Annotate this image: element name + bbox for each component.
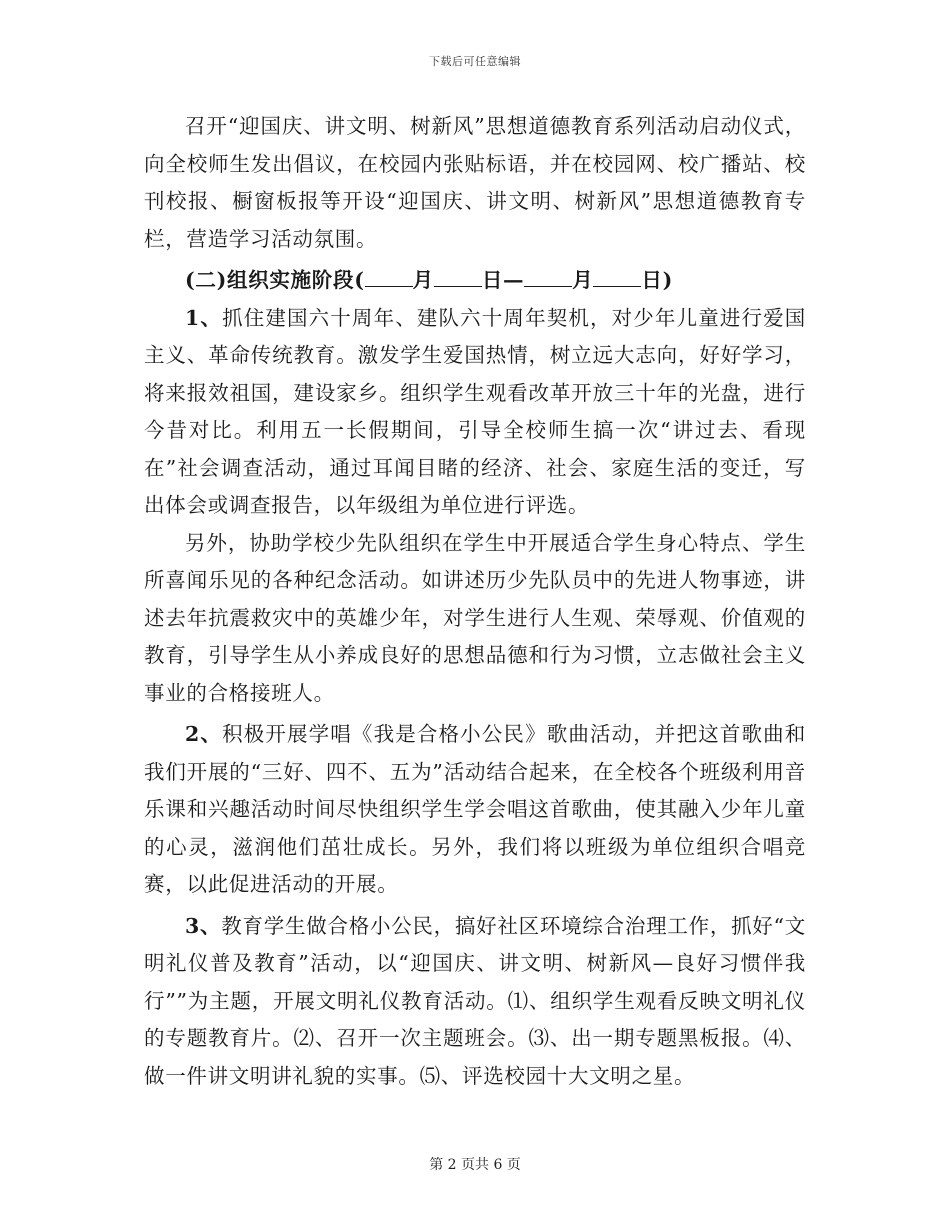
section-heading-prefix: (二)组织实施阶段( bbox=[185, 268, 365, 292]
document-body bbox=[144, 108, 806, 1095]
paragraph-item-2 bbox=[144, 716, 806, 904]
blank-day-2 bbox=[593, 266, 641, 287]
item-1-text: 抓住建国六十周年、建队六十周年契机，对少年儿童进行爱国主义、革命传统教育。激发学生爱国热情，树立远大志向，好好学习，将来报效祖国，建设家乡。组织学生观看改革开放三十年的光盘，进行今昔对比。利用五一长假期间，引导全校师生搞一次“讲过去、看现在”社会调查活动，通过耳闻目睹的经济、社会、家庭生活的变迁，写出体会或调查报告，以年级组为单位进行评选。 bbox=[144, 305, 806, 517]
blank-month-2 bbox=[524, 266, 572, 287]
paragraph-item-1 bbox=[144, 300, 806, 525]
paragraph-launch-ceremony: 召开“迎国庆、讲文明、树新风”思想道德教育系列活动启动仪式，向全校师生发出倡议，在校园内张贴标语，并在校园网、校广播站、校刊校报、橱窗板报等开设“迎国庆、讲文明、树新风”思想道德教育专栏，营造学习活动氛围。 bbox=[144, 114, 806, 251]
section-heading-month-1: 月 bbox=[412, 268, 434, 292]
section-heading-day-1: 日— bbox=[481, 268, 525, 292]
item-1-number: 1、 bbox=[185, 305, 223, 330]
blank-day-1 bbox=[434, 266, 482, 287]
paragraph-additional-activities: 另外，协助学校少先队组织在学生中开展适合学生身心特点、学生所喜闻乐见的各种纪念活动。如讲述历少先队员中的先进人物事迹，讲述去年抗震救灾中的英雄少年，对学生进行人生观、荣辱观、价值观的教育，引导学生从小养成良好的思想品德和行为习惯，立志做社会主义事业的合格接班人。 bbox=[144, 530, 806, 705]
blank-month-1 bbox=[365, 266, 413, 287]
page-footer-page-number: 第 2 页共 6 页 bbox=[429, 1157, 521, 1173]
item-2-number: 2、 bbox=[185, 722, 223, 746]
section-heading-implementation bbox=[144, 262, 806, 300]
item-3-text: 教育学生做合格小公民，搞好社区环境综合治理工作，抓好“文明礼仪普及教育”活动，以“迎国庆、讲文明、树新风—良好习惯伴我行””为主题，开展文明礼仪教育活动。⑴、组织学生观看反映文明礼仪的专题教育片。⑵、召开一次主题班会。⑶、出一期专题黑板报。⑷、做一件讲文明讲礼貌的实事。⑸、评选校园十大文明之星。 bbox=[144, 913, 806, 1088]
section-heading-day-2: 日) bbox=[641, 268, 674, 292]
page-header-note: 下载后可任意编辑 bbox=[429, 55, 521, 68]
paragraph-item-3 bbox=[144, 908, 806, 1096]
section-heading-month-2: 月 bbox=[572, 268, 594, 292]
item-3-number: 3、 bbox=[185, 913, 222, 938]
item-2-text: 积极开展学唱《我是合格小公民》歌曲活动，并把这首歌曲和我们开展的“三好、四不、五为”活动结合起来，在全校各个班级利用音乐课和兴趣活动时间尽快组织学生学会唱这首歌曲，使其融入少年儿童的心灵，滋润他们茁壮成长。另外，我们将以班级为单位组织合唱竞赛，以此促进活动的开展。 bbox=[144, 722, 806, 896]
